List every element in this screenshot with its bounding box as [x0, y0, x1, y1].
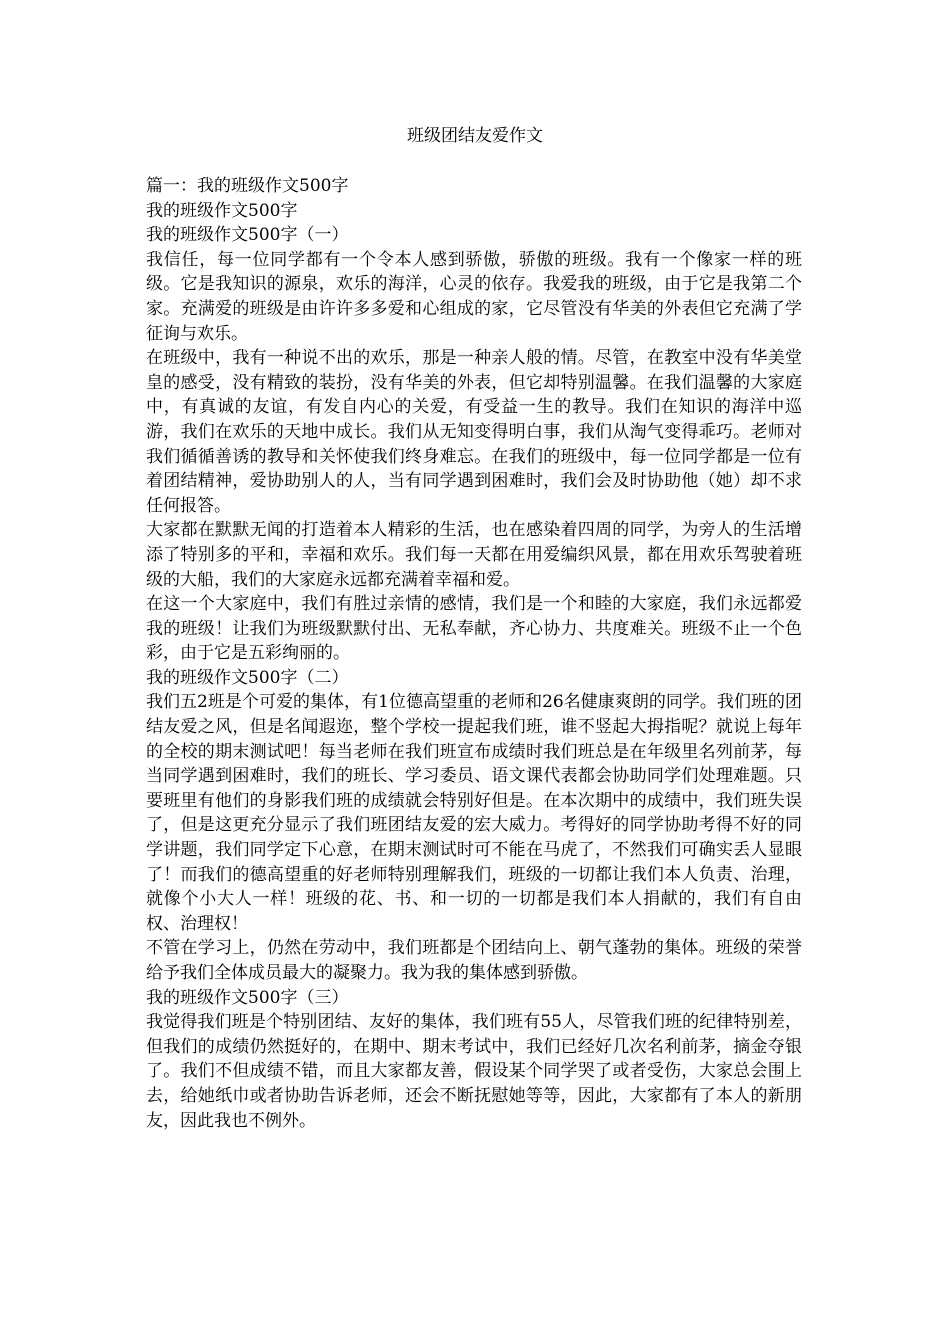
body-paragraph: 我们五2班是个可爱的集体，有1位德高望重的老师和26名健康爽朗的同学。我们班的团结友爱之风，但是名闻遐迩，整个学校一提起我们班，谁不竖起大拇指呢？就说上每年的全校的期末测试吧！每当老师在我们班宣布成绩时我们班总是在年级里名列前茅，每当同学遇到困难时，我们的班长、学习委员、语文课代表都会协助同学们处理难题。只要班里有他们的身影我们班的成绩就会特别好但是。在本次期中的成绩中，我们班失误了，但是这更充分显示了我们班团结友爱的宏大威力。考得好的同学协助考得不好的同学讲题，我们同学定下心意，在期末测试时可不能在马虎了，不然我们可确实丢人显眼了！而我们的德高望重的好老师特别理解我们，班级的一切都让我们本人负责、治理，就像个小大人一样！班级的花、书、和一切的一切都是我们本人捐献的，我们有自由权、治理权！	[146, 692, 802, 934]
article-subtitle: 我的班级作文500字（二）	[146, 667, 349, 688]
body-paragraph: 我觉得我们班是个特别团结、友好的集体，我们班有55人，尽管我们班的纪律特别差，但我们的成绩仍然挺好的，在期中、期末考试中，我们已经好几次名利前茅，摘金夺银了。我们不但成绩不错，而且大家都友善，假设某个同学哭了或者受伤，大家总会围上去，给她纸巾或者协助告诉老师，还会不断抚慰她等等，因此，大家都有了本人的新朋友，因此我也不例外。	[146, 1012, 802, 1131]
body-paragraph: 大家都在默默无闻的打造着本人精彩的生活，也在感染着四周的同学，为旁人的生活增添了特别多的平和，幸福和欢乐。我们每一天都在用爱编织风景，都在用欢乐驾驶着班级的大船，我们的大家庭永远都充满着幸福和爱。	[146, 520, 802, 590]
article-subtitle: 我的班级作文500字（三）	[146, 987, 349, 1008]
body-paragraph: 不管在学习上，仍然在劳动中，我们班都是个团结向上、朝气蓬勃的集体。班级的荣誉给予我们全体成员最大的凝聚力。我为我的集体感到骄傲。	[146, 938, 802, 983]
section-heading: 篇一：我的班级作文500字	[146, 176, 349, 196]
document-title: 班级团结友爱作文	[407, 126, 543, 146]
article-title: 我的班级作文500字	[146, 200, 298, 221]
article-subtitle: 我的班级作文500字（一）	[146, 225, 349, 246]
body-paragraph: 在班级中，我有一种说不出的欢乐，那是一种亲人般的情。尽管，在教室中没有华美堂皇的感受，没有精致的装扮，没有华美的外表，但它却特别温馨。在我们温馨的大家庭中，有真诚的友谊，有发自内心的关爱，有受益一生的教导。我们在知识的海洋中巡游，我们在欢乐的天地中成长。我们从无知变得明白事，我们从淘气变得乖巧。老师对我们循循善诱的教导和关怀使我们终身难忘。在我们的班级中，每一位同学都是一位有着团结精神，爱协助别人的人，当有同学遇到困难时，我们会及时协助他（她）却不求任何报答。	[146, 348, 802, 516]
document-body	[146, 174, 802, 1133]
body-paragraph: 在这一个大家庭中，我们有胜过亲情的感情，我们是一个和睦的大家庭，我们永远都爱我的班级！让我们为班级默默付出、无私奉献，齐心协力、共度难关。班级不止一个色彩，由于它是五彩绚丽的。	[146, 594, 802, 664]
body-paragraph: 我信任，每一位同学都有一个令本人感到骄傲，骄傲的班级。我有一个像家一样的班级。它是我知识的源泉，欢乐的海洋，心灵的依存。我爱我的班级，由于它是我第二个家。充满爱的班级是由许许多多爱和心组成的家，它尽管没有华美的外表但它充满了学征询与欢乐。	[146, 249, 802, 344]
